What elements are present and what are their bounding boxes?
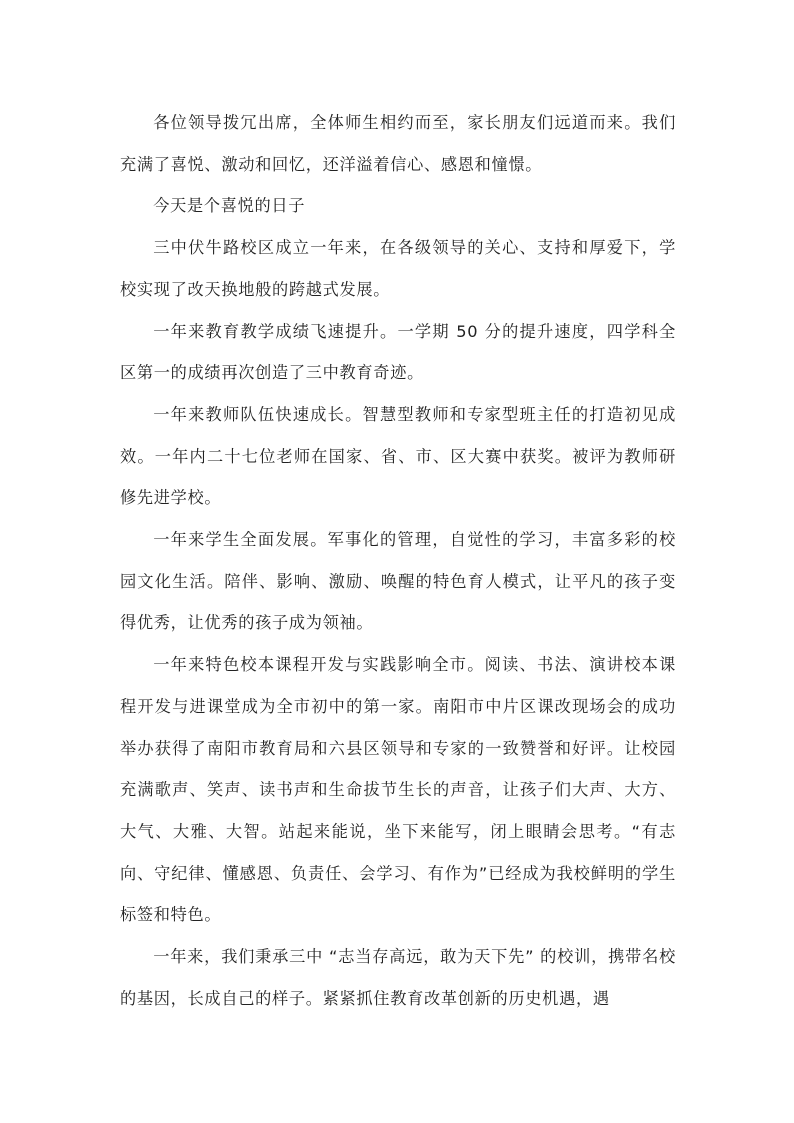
document-body bbox=[120, 102, 676, 1019]
paragraph-school-curriculum: 一年来特色校本课程开发与实践影响全市。阅读、书法、演讲校本课程开发与进课堂成为全市初中的第一家。南阳市中片区课改现场会的成功举办获得了南阳市教育局和六县区领导和专家的一致赞誉和好评。让校园充满歌声、笑声、读书声和生命拔节生长的声音，让孩子们大声、大方、大气、大雅、大智。站起来能说，坐下来能写，闭上眼睛会思考。“有志向、守纪律、懂感恩、负责任、会学习、有作为”已经成为我校鲜明的学生标签和特色。 bbox=[120, 655, 676, 925]
paragraph-campus-year: 三中伏牛路校区成立一年来，在各级领导的关心、支持和厚爱下，学校实现了改天换地般的跨越式发展。 bbox=[120, 238, 676, 299]
paragraph-opening: 各位领导拨冗出席，全体师生相约而至，家长朋友们远道而来。我们充满了喜悦、激动和回忆，还洋溢着信心、感恩和憧憬。 bbox=[120, 113, 676, 174]
paragraph-school-motto: 一年来，我们秉承三中 “志当存高远，敢为天下先” 的校训，携带名校的基因，长成自己的样子。紧紧抓住教育改革创新的历史机遇，遇 bbox=[120, 947, 676, 1008]
paragraph-teaching-results: 一年来教育教学成绩飞速提升。一学期 50 分的提升速度，四学科全区第一的成绩再次创造了三中教育奇迹。 bbox=[120, 321, 676, 383]
paragraph-joyful-day: 今天是个喜悦的日子 bbox=[153, 196, 306, 216]
paragraph-teacher-growth: 一年来教师队伍快速成长。智慧型教师和专家型班主任的打造初见成效。一年内二十七位老师在国家、省、市、区大赛中获奖。被评为教师研修先进学校。 bbox=[120, 404, 676, 508]
paragraph-student-development: 一年来学生全面发展。军事化的管理，自觉性的学习，丰富多彩的校园文化生活。陪伴、影响、激励、唤醒的特色育人模式，让平凡的孩子变得优秀，让优秀的孩子成为领袖。 bbox=[120, 530, 676, 633]
